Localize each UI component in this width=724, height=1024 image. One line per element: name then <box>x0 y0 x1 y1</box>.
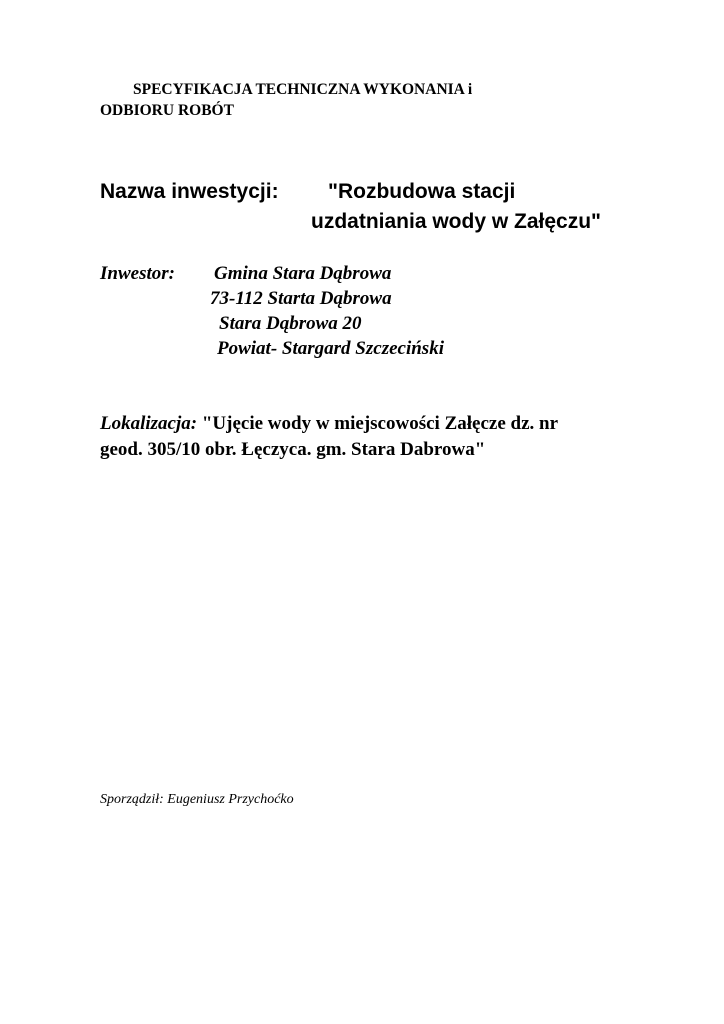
investment-name-block <box>100 177 601 237</box>
location-value-line-2: geod. 305/10 obr. Łęczyca. gm. Stara Dabrowa" <box>100 439 486 460</box>
location-label: Lokalizacja: <box>100 413 198 434</box>
investor-county: Powiat- Stargard Szczeciński <box>217 338 444 359</box>
investor-label: Inwestor: <box>100 263 175 284</box>
location-block <box>100 411 660 463</box>
document-title <box>100 79 620 121</box>
investor-street-address: Stara Dąbrowa 20 <box>219 313 362 334</box>
investment-name-value-line-2: uzdatniania wody w Załęczu" <box>311 210 602 233</box>
investment-name-label: Nazwa inwestycji: <box>100 180 279 203</box>
location-value-line-1: "Ujęcie wody w miejscowości Załęcze dz. nr <box>201 413 558 434</box>
investor-postal-address: 73-112 Starta Dąbrowa <box>210 288 392 309</box>
investor-block <box>100 261 444 361</box>
investor-name: Gmina Stara Dąbrowa <box>214 263 392 284</box>
investment-name-value-line-1: "Rozbudowa stacji <box>328 180 516 203</box>
document-title-line-2: ODBIORU ROBÓT <box>100 102 234 119</box>
prepared-by: Sporządził: Eugeniusz Przychoćko <box>100 792 294 807</box>
document-title-line-1: SPECYFIKACJA TECHNICZNA WYKONANIA i <box>133 81 473 98</box>
